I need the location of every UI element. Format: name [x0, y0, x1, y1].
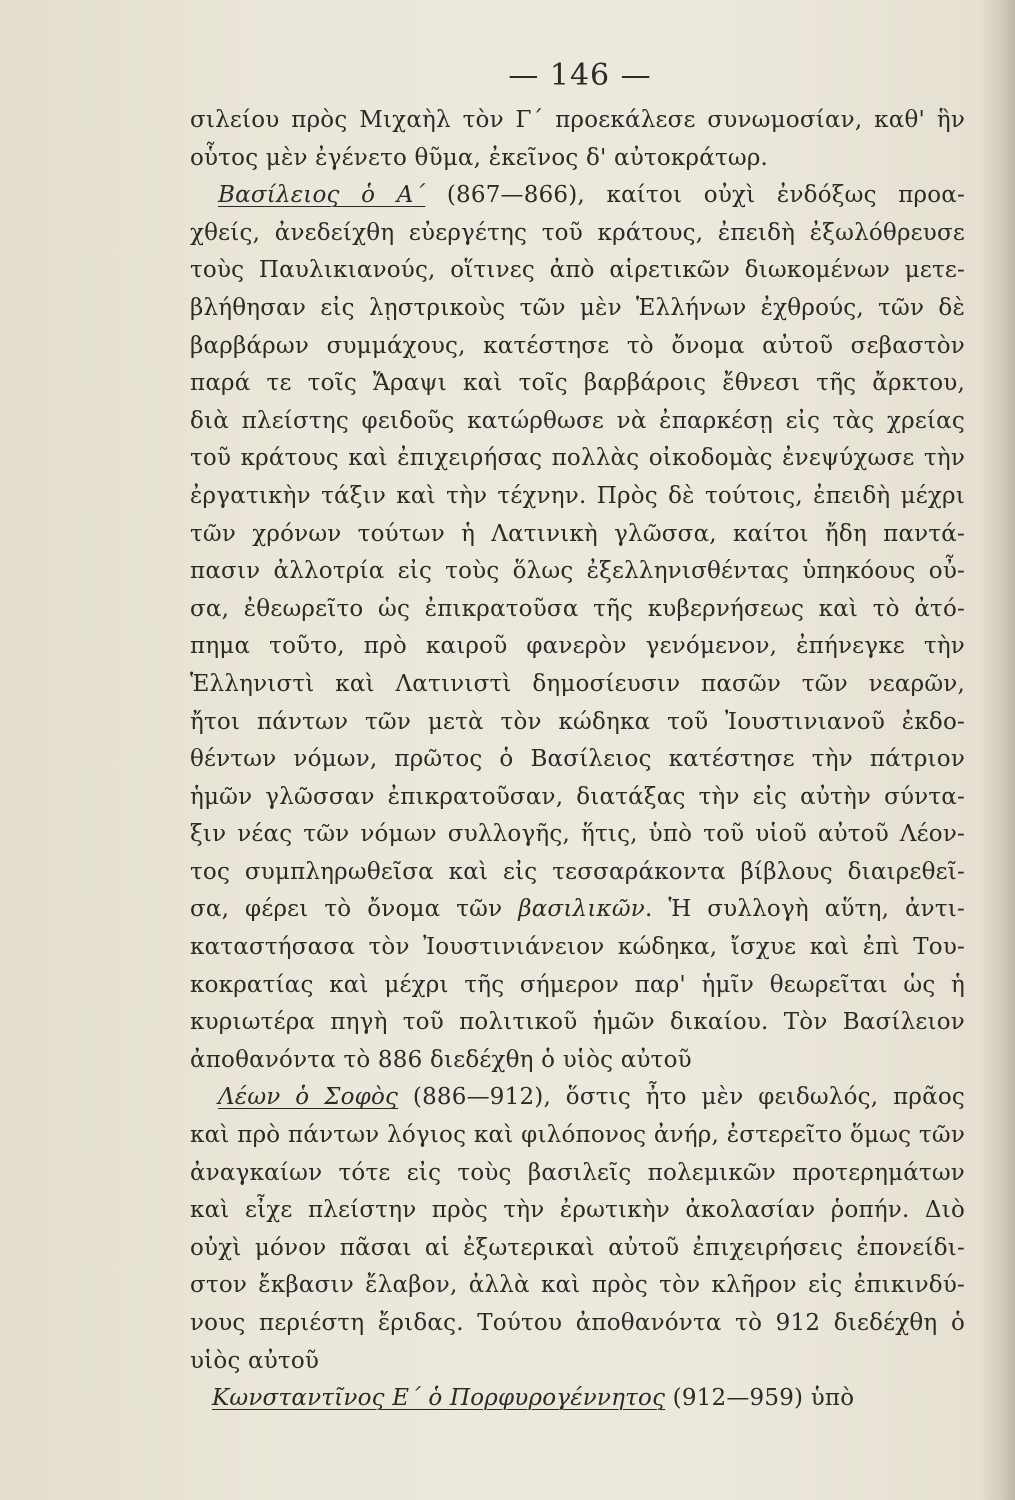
text-segment: τος συμπληρωθεῖσα καὶ εἰς τεσσαράκοντα βίβλους διαιρεθεῖ-	[190, 858, 965, 885]
text-line	[190, 1155, 965, 1193]
text-line	[190, 666, 965, 704]
text-line	[190, 1192, 965, 1230]
text-segment: σα, φέρει τὸ ὄνομα τῶν	[190, 896, 519, 923]
text-line	[190, 779, 965, 817]
text-line	[190, 440, 965, 478]
text-line	[190, 1343, 965, 1381]
text-segment: νους περιέστη ἔριδας. Τούτου ἀποθανόντα τὸ 912 διεδέχθη ὁ	[190, 1310, 965, 1336]
text-line	[190, 1079, 965, 1117]
emphasized-name: Λέων ὁ Σοφὸς	[218, 1084, 399, 1111]
text-segment: πασιν ἀλλοτρία εἰς τοὺς ὅλως ἐξελληνισθέντας ὑπηκόους οὖ-	[190, 558, 965, 585]
text-line	[190, 1117, 965, 1155]
emphasized-name: Βασίλειος ὁ Α΄	[218, 182, 426, 209]
text-line	[190, 516, 965, 554]
text-line	[190, 967, 965, 1005]
text-line	[190, 553, 965, 591]
text-segment: καὶ εἶχε πλείστην πρὸς τὴν ἐρωτικὴν ἀκολασίαν ῥοπήν. Διὸ	[190, 1197, 965, 1224]
text-line	[190, 215, 965, 253]
text-line	[190, 290, 965, 328]
text-segment: παρά τε τοῖς Ἄραψι καὶ τοῖς βαρβάροις ἔθνεσι τῆς ἄρκτου,	[190, 370, 965, 397]
text-line	[190, 102, 965, 140]
text-segment: υἱὸς αὐτοῦ	[190, 1347, 320, 1374]
text-line	[190, 365, 965, 403]
text-segment: πημα τοῦτο, πρὸ καιροῦ φανερὸν γενόμενον, ἐπήνεγκε τὴν	[190, 633, 965, 660]
text-line	[190, 140, 965, 178]
text-line	[190, 854, 965, 892]
text-line	[190, 403, 965, 441]
text-line	[190, 704, 965, 742]
text-line	[190, 1305, 965, 1343]
text-segment: κοκρατίας καὶ μέχρι τῆς σήμερον παρ' ἡμῖν θεωρεῖται ὡς ἡ	[190, 971, 965, 998]
text-segment: (886—912), ὅστις ἦτο μὲν φειδωλός, πρᾶος	[398, 1084, 965, 1111]
emphasized-name: βασιλικῶν	[518, 896, 645, 923]
text-segment: χθείς, ἀνεδείχθη εὐεργέτης τοῦ κράτους, ἐπειδὴ ἐξωλόθρευσε	[190, 219, 965, 246]
text-segment: βαρβάρων συμμάχους, κατέστησε τὸ ὄνομα αὐτοῦ σεβαστὸν	[190, 332, 965, 359]
text-line	[190, 328, 965, 366]
text-segment: ἤτοι πάντων τῶν μετὰ τὸν κώδηκα τοῦ Ἰουστινιανοῦ ἐκδο-	[190, 708, 965, 735]
text-segment: (912—959) ὑπὸ	[665, 1385, 855, 1412]
text-segment: κυριωτέρα πηγὴ τοῦ πολιτικοῦ ἡμῶν δικαίου. Τὸν Βασίλειον	[190, 1009, 965, 1036]
text-segment: καταστήσασα τὸν Ἰουστινιάνειον κώδηκα, ἴσχυε καὶ ἐπὶ Του-	[190, 934, 965, 961]
text-segment: ἡμῶν γλῶσσαν ἐπικρατοῦσαν, διατάξας τὴν εἰς αὐτὴν σύντα-	[190, 783, 965, 810]
text-segment: Ἑλληνιστὶ καὶ Λατινιστὶ δημοσίευσιν πασῶν τῶν νεαρῶν,	[190, 670, 965, 697]
text-segment: βλήθησαν εἰς λῃστρικοὺς τῶν μὲν Ἑλλήνων ἐχθρούς, τῶν δὲ	[190, 294, 965, 321]
text-segment: . Ἡ συλλογὴ αὕτη, ἀντι-	[644, 896, 965, 923]
text-line	[190, 591, 965, 629]
text-line	[190, 1004, 965, 1042]
text-line	[190, 252, 965, 290]
page-number: — 146 —	[508, 58, 652, 93]
text-segment: ξιν νέας τῶν νόμων συλλογῆς, ἥτις, ὑπὸ τοῦ υἱοῦ αὐτοῦ Λέον-	[190, 821, 965, 848]
text-line	[190, 891, 965, 929]
text-line	[190, 1380, 965, 1418]
text-segment: ἐργατικὴν τάξιν καὶ τὴν τέχνην. Πρὸς δὲ τούτοις, ἐπειδὴ μέχρι	[190, 482, 965, 509]
text-segment: διὰ πλείστης φειδοῦς κατώρθωσε νὰ ἐπαρκέσῃ εἰς τὰς χρείας	[190, 407, 965, 434]
text-segment: (867—866), καίτοι οὐχὶ ἐνδόξως προα-	[425, 182, 965, 209]
text-line	[190, 929, 965, 967]
text-segment: στον ἔκβασιν ἔλαβον, ἀλλὰ καὶ πρὸς τὸν κλῆρον εἰς ἐπικινδύ-	[190, 1272, 965, 1299]
text-segment: ἀποθανόντα τὸ 886 διεδέχθη ὁ υἱὸς αὐτοῦ	[190, 1046, 692, 1073]
text-line	[190, 628, 965, 666]
text-line	[190, 1267, 965, 1305]
text-segment: σιλείου πρὸς Μιχαὴλ τὸν Γ΄ προεκάλεσε συνωμοσίαν, καθ' ἣν	[190, 107, 965, 133]
text-segment: οὗτος μὲν ἐγένετο θῦμα, ἐκεῖνος δ' αὐτοκράτωρ.	[190, 144, 769, 171]
emphasized-name: Κωνσταντῖνος Ε΄ ὁ Πορφυρογέννητος	[212, 1385, 666, 1412]
text-segment: οὐχὶ μόνον πᾶσαι αἱ ἐξωτερικαὶ αὐτοῦ ἐπιχειρήσεις ἐπονείδι-	[190, 1234, 965, 1261]
text-segment: καὶ πρὸ πάντων λόγιος καὶ φιλόπονος ἀνήρ, ἐστερεῖτο ὅμως τῶν	[190, 1122, 965, 1149]
text-segment: θέντων νόμων, πρῶτος ὁ Βασίλειος κατέστησε τὴν πάτριον	[190, 746, 965, 773]
text-line	[190, 816, 965, 854]
page-edge-shadow	[979, 0, 1015, 1500]
text-segment: τῶν χρόνων τούτων ἡ Λατινικὴ γλῶσσα, καίτοι ἤδη παντά-	[190, 520, 965, 547]
text-line	[190, 478, 965, 516]
text-line	[190, 1230, 965, 1268]
text-segment: σα, ἐθεωρεῖτο ὡς ἐπικρατοῦσα τῆς κυβερνήσεως καὶ τὸ ἀτό-	[190, 595, 965, 622]
text-segment: τοὺς Παυλικιανούς, οἵτινες ἀπὸ αἱρετικῶν διωκομένων μετε-	[190, 257, 965, 284]
text-line	[190, 177, 965, 215]
text-line	[190, 1042, 965, 1080]
text-line	[190, 741, 965, 779]
text-segment: τοῦ κράτους καὶ ἐπιχειρήσας πολλὰς οἰκοδομὰς ἐνεψύχωσε τὴν	[190, 445, 965, 472]
body-text	[190, 102, 965, 1418]
text-segment: ἀναγκαίων τότε εἰς τοὺς βασιλεῖς πολεμικῶν προτερημάτων	[190, 1159, 965, 1186]
